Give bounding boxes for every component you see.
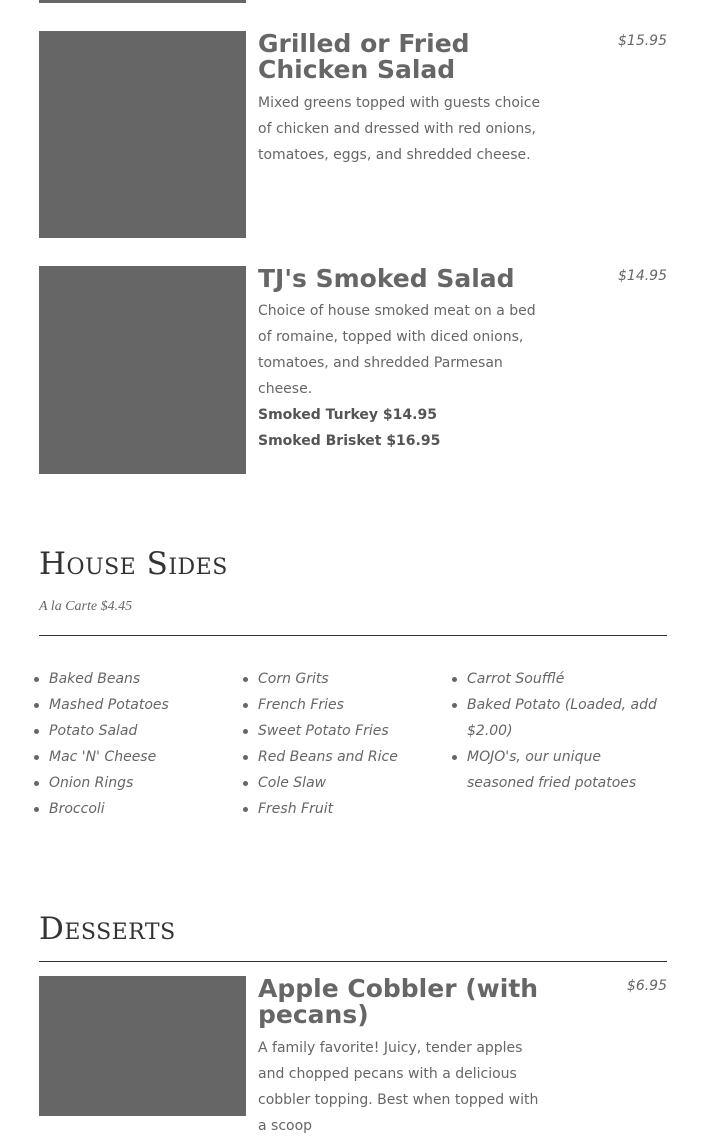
item-option-brisket: Smoked Brisket $16.95 (258, 433, 441, 449)
list-item: Cole Slaw (258, 770, 463, 796)
item-image-placeholder (39, 266, 246, 474)
list-item: French Fries (258, 692, 463, 718)
list-item: Carrot Soufflé (467, 666, 662, 692)
section-divider (39, 635, 667, 636)
item-description: Mixed greens topped with guests choice of chicken and dressed with red onions, tomatoes, eggs, and shredded cheese. (258, 95, 541, 163)
item-option-turkey: Smoked Turkey $14.95 (258, 407, 437, 423)
list-item: Broccoli (49, 796, 254, 822)
item-title: TJ's Smoked Salad (258, 264, 515, 293)
item-description: A family favorite! Juicy, tender apples and chopped pecans with a delicious cobbler topping. Best when topped with a scoop (258, 1040, 539, 1134)
list-item: Mashed Potatoes (49, 692, 254, 718)
menu-item-chicken-salad (39, 31, 667, 238)
list-item: Baked Potato (Loaded, add $2.00) (467, 692, 662, 744)
item-price: $14.95 (618, 268, 667, 284)
item-title: Apple Cobbler (with pecans) (258, 974, 539, 1029)
list-item: Potato Salad (49, 718, 254, 744)
item-price: $6.95 (626, 978, 667, 994)
sides-list-column-3 (457, 666, 662, 796)
list-item: Mac 'N' Cheese (49, 744, 254, 770)
section-title-desserts: Desserts (39, 911, 176, 947)
menu-item-apple-cobbler (39, 974, 667, 1134)
list-item: Baked Beans (49, 666, 254, 692)
section-title-house-sides: House Sides (39, 546, 228, 582)
item-image-placeholder (39, 31, 246, 238)
list-item: MOJO's, our unique seasoned fried potatoes (467, 744, 662, 796)
list-item: Onion Rings (49, 770, 254, 796)
sides-price-note: A la Carte $4.45 (39, 599, 133, 614)
sides-list-column-2 (248, 666, 463, 822)
item-description: Choice of house smoked meat on a bed of romaine, topped with diced onions, tomatoes, and shredded Parmesan cheese. (258, 303, 536, 397)
item-image-placeholder (39, 976, 246, 1116)
item-title: Grilled or Fried Chicken Salad (258, 29, 470, 84)
list-item: Sweet Potato Fries (258, 718, 463, 744)
menu-item-smoked-salad (39, 266, 667, 474)
previous-item-image-edge (39, 0, 246, 3)
sides-list-column-1 (39, 666, 254, 822)
list-item: Red Beans and Rice (258, 744, 463, 770)
list-item: Corn Grits (258, 666, 463, 692)
section-divider (39, 961, 667, 962)
item-price: $15.95 (618, 33, 667, 49)
list-item: Fresh Fruit (258, 796, 463, 822)
